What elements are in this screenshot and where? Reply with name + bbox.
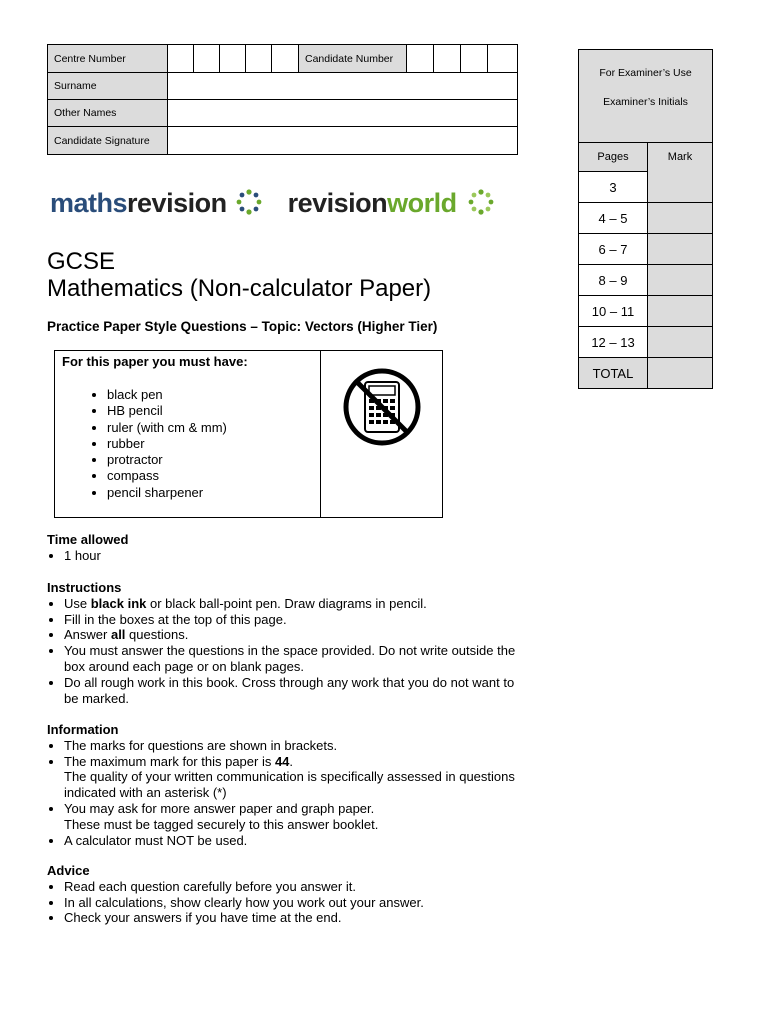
page-row-label: 4 – 5 — [579, 203, 648, 234]
logo-revision-world-b: world — [387, 188, 457, 218]
logo-maths: maths — [50, 188, 128, 218]
list-item: • You may ask for more answer paper and graph paper. These must be tagged securely to this answer booklet. — [64, 801, 567, 833]
equipment-title: For this paper you must have: — [62, 354, 248, 369]
list-item: • Do all rough work in this book. Cross through any work that you do not want to be marked. — [64, 675, 567, 707]
mark-cell[interactable] — [648, 327, 713, 358]
centre-number-box[interactable] — [220, 45, 246, 73]
list-item: • Read each question carefully before you answer it. — [64, 879, 567, 895]
list-item: • ruler (with cm & mm) — [107, 420, 227, 436]
mark-cell[interactable] — [648, 234, 713, 265]
page-row-label: 10 – 11 — [579, 296, 648, 327]
dots-logo-icon — [468, 189, 494, 215]
no-calculator-icon — [341, 366, 423, 448]
candidate-number-box[interactable] — [434, 45, 461, 73]
pages-header: Pages — [579, 143, 648, 172]
candidate-number-label: Candidate Number — [299, 45, 407, 73]
time-allowed-section — [47, 532, 567, 564]
list-item: • Use black ink or black ball-point pen. Draw diagrams in pencil. — [64, 596, 567, 612]
list-item: • In all calculations, show clearly how you work out your answer. — [64, 895, 567, 911]
centre-number-box[interactable] — [246, 45, 272, 73]
list-item: • Fill in the boxes at the top of this page. — [64, 612, 567, 628]
list-item: • pencil sharpener — [107, 485, 227, 501]
examiner-initials-label: Examiner’s Initials — [579, 96, 713, 143]
candidate-number-box[interactable] — [407, 45, 434, 73]
signature-field[interactable] — [168, 127, 518, 155]
advice-section — [47, 863, 567, 926]
list-item: • A calculator must NOT be used. — [64, 833, 567, 849]
mark-cell[interactable] — [648, 296, 713, 327]
candidate-number-box[interactable] — [461, 45, 488, 73]
page-row-label: 12 – 13 — [579, 327, 648, 358]
page-row-label: 8 – 9 — [579, 265, 648, 296]
page-title — [47, 248, 431, 302]
list-item: • compass — [107, 468, 227, 484]
dots-logo-icon — [236, 189, 262, 215]
page-row-label: 6 – 7 — [579, 234, 648, 265]
mark-header: Mark — [648, 143, 713, 203]
total-mark-cell[interactable] — [648, 358, 713, 389]
instructions-heading: Instructions — [47, 580, 122, 595]
centre-number-box[interactable] — [194, 45, 220, 73]
title-line-1: GCSE — [47, 248, 116, 275]
other-names-label: Other Names — [48, 100, 168, 127]
centre-number-box[interactable] — [272, 45, 299, 73]
list-item: • protractor — [107, 452, 227, 468]
list-item: • Check your answers if you have time at the end. — [64, 910, 567, 926]
information-heading: Information — [47, 722, 119, 737]
equipment-box — [54, 350, 443, 518]
surname-field[interactable] — [168, 73, 518, 100]
subtitle: Practice Paper Style Questions – Topic: Vectors (Higher Tier) — [47, 319, 438, 334]
logo-revision: revision — [127, 188, 227, 218]
logo-revision-world-a: revision — [287, 188, 388, 218]
signature-label: Candidate Signature — [48, 127, 168, 155]
total-label: TOTAL — [579, 358, 648, 389]
time-allowed-heading: Time allowed — [47, 532, 129, 547]
list-item: • The maximum mark for this paper is 44. The quality of your written communication is specifically assessed in questions indicated with an asterisk (*) — [64, 754, 567, 801]
centre-number-box[interactable] — [168, 45, 194, 73]
instructions-section — [47, 580, 567, 706]
list-item: • Answer all questions. — [64, 627, 567, 643]
logo — [50, 188, 494, 219]
list-item: • 1 hour — [64, 548, 567, 564]
candidate-number-box[interactable] — [488, 45, 518, 73]
candidate-details-table — [47, 44, 518, 155]
other-names-field[interactable] — [168, 100, 518, 127]
list-item: • rubber — [107, 436, 227, 452]
list-item: • The marks for questions are shown in brackets. — [64, 738, 567, 754]
title-line-2: Mathematics (Non-calculator Paper) — [47, 275, 432, 302]
examiner-use-title: For Examiner’s Use — [579, 50, 713, 97]
divider — [320, 351, 321, 517]
mark-cell[interactable] — [648, 265, 713, 296]
centre-number-label: Centre Number — [48, 45, 168, 73]
list-item: • black pen — [107, 387, 227, 403]
information-section — [47, 722, 567, 848]
examiner-table — [578, 49, 713, 389]
advice-heading: Advice — [47, 863, 90, 878]
page-row-label: 3 — [579, 172, 648, 203]
mark-cell[interactable] — [648, 203, 713, 234]
list-item: • HB pencil — [107, 403, 227, 419]
list-item: • You must answer the questions in the space provided. Do not write outside the box around each page or on blank pages. — [64, 643, 567, 675]
equipment-list — [85, 387, 227, 501]
surname-label: Surname — [48, 73, 168, 100]
